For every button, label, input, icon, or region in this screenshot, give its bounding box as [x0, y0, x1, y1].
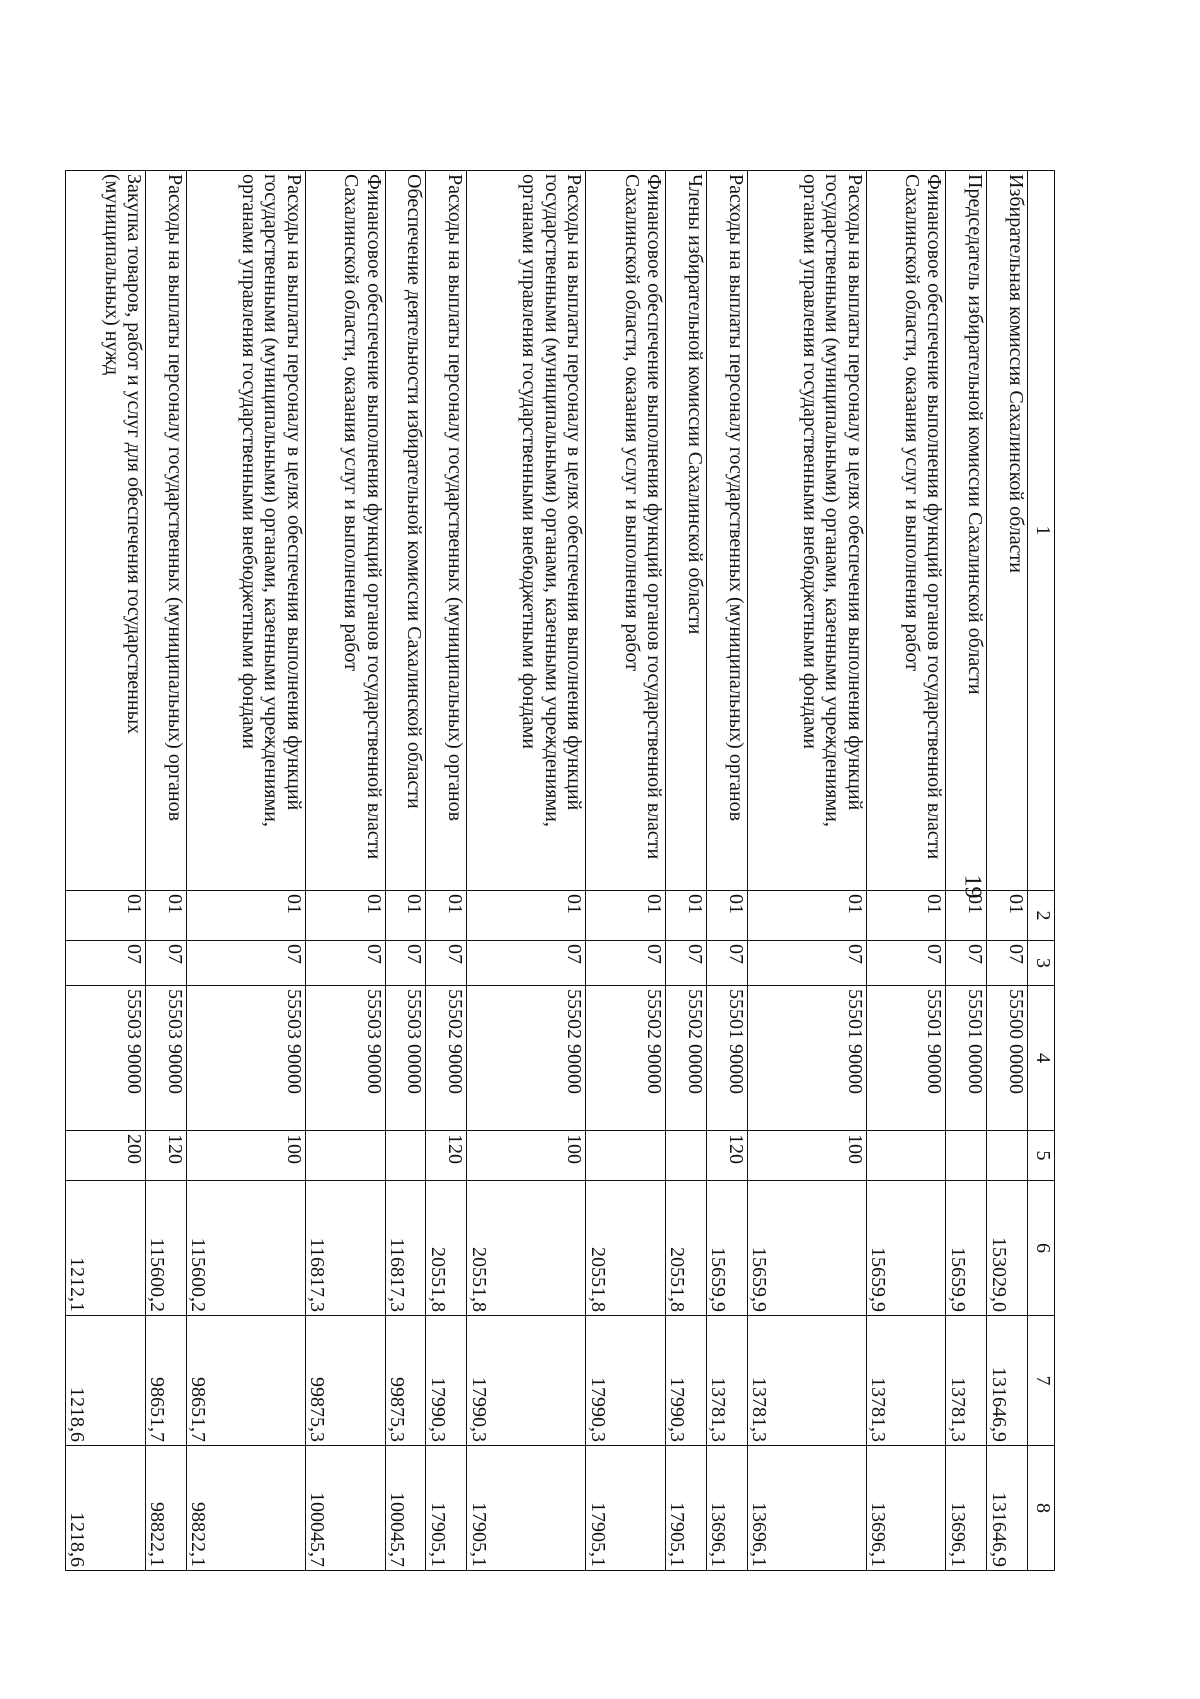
- cell-c7: 17990,3: [666, 1316, 707, 1446]
- cell-c5: [666, 1131, 707, 1181]
- cell-c7: 13781,3: [706, 1316, 747, 1446]
- cell-c3: 07: [666, 941, 707, 986]
- cell-c6: 15659,9: [706, 1181, 747, 1316]
- cell-c2: 01: [145, 891, 186, 941]
- column-header: 2: [1028, 891, 1055, 941]
- column-header: 1: [1028, 171, 1055, 891]
- table-row: [426, 171, 467, 1571]
- column-header: 4: [1028, 986, 1055, 1131]
- cell-c2: 01: [987, 891, 1028, 941]
- row-description: Финансовое обеспечение выполнения функций органов государственной власти Сахалинской области, оказания услуг и выполнения работ: [305, 171, 385, 891]
- cell-c5: 200: [66, 1131, 146, 1181]
- cell-c4: 55501 90000: [866, 986, 946, 1131]
- cell-c3: 07: [586, 941, 666, 986]
- cell-c4: 55502 90000: [467, 986, 586, 1131]
- cell-c7: 98651,7: [145, 1316, 186, 1446]
- cell-c7: 13781,3: [946, 1316, 987, 1446]
- cell-c5: [385, 1131, 426, 1181]
- cell-c3: 07: [467, 941, 586, 986]
- row-description: Расходы на выплаты персоналу государственных (муниципальных) органов: [145, 171, 186, 891]
- cell-c3: 07: [145, 941, 186, 986]
- cell-c2: 01: [426, 891, 467, 941]
- cell-c8: 17905,1: [666, 1446, 707, 1571]
- cell-c8: 98822,1: [186, 1446, 305, 1571]
- cell-c6: 115600,2: [186, 1181, 305, 1316]
- cell-c6: 20551,8: [426, 1181, 467, 1316]
- cell-c7: 13781,3: [866, 1316, 946, 1446]
- cell-c4: 55501 90000: [747, 986, 866, 1131]
- cell-c8: 100045,7: [305, 1446, 385, 1571]
- row-description: Члены избирательной комиссии Сахалинской области: [666, 171, 707, 891]
- column-header: 7: [1028, 1316, 1055, 1446]
- cell-c7: 99875,3: [305, 1316, 385, 1446]
- cell-c5: [586, 1131, 666, 1181]
- cell-c3: 07: [747, 941, 866, 986]
- cell-c8: 17905,1: [586, 1446, 666, 1571]
- cell-c8: 17905,1: [426, 1446, 467, 1571]
- column-header: 5: [1028, 1131, 1055, 1181]
- cell-c3: 07: [385, 941, 426, 986]
- cell-c6: 20551,8: [467, 1181, 586, 1316]
- table-header-row: [1028, 171, 1055, 1571]
- cell-c3: 07: [305, 941, 385, 986]
- cell-c2: 01: [305, 891, 385, 941]
- cell-c6: 15659,9: [946, 1181, 987, 1316]
- row-description: Председатель избирательной комиссии Сахалинской области: [946, 171, 987, 891]
- cell-c7: 1218,6: [66, 1316, 146, 1446]
- row-description: Избирательная комиссия Сахалинской области: [987, 171, 1028, 891]
- cell-c8: 17905,1: [467, 1446, 586, 1571]
- cell-c4: 55503 90000: [305, 986, 385, 1131]
- cell-c5: [866, 1131, 946, 1181]
- cell-c8: 100045,7: [385, 1446, 426, 1571]
- cell-c4: 55503 90000: [145, 986, 186, 1131]
- cell-c8: 1218,6: [66, 1446, 146, 1571]
- table-row: [467, 171, 586, 1571]
- cell-c2: 01: [467, 891, 586, 941]
- cell-c7: 17990,3: [467, 1316, 586, 1446]
- cell-c6: 116817,3: [305, 1181, 385, 1316]
- cell-c5: 100: [467, 1131, 586, 1181]
- row-description: Расходы на выплаты персоналу в целях обеспечения выполнения функций государственными (муниципальными) органами, казенными учреждениями, органами управления государственными внебюджетными фондами: [467, 171, 586, 891]
- cell-c5: [305, 1131, 385, 1181]
- cell-c4: 55502 00000: [666, 986, 707, 1131]
- column-header: 3: [1028, 941, 1055, 986]
- table-row: [385, 171, 426, 1571]
- cell-c8: 13696,1: [747, 1446, 866, 1571]
- cell-c4: 55503 90000: [186, 986, 305, 1131]
- cell-c3: 07: [66, 941, 146, 986]
- page-number: 19: [959, 874, 986, 899]
- table-row: [946, 171, 987, 1571]
- table-row: [987, 171, 1028, 1571]
- table-row: [186, 171, 305, 1571]
- cell-c3: 07: [866, 941, 946, 986]
- cell-c2: 01: [186, 891, 305, 941]
- cell-c4: 55503 00000: [385, 986, 426, 1131]
- table-row: [866, 171, 946, 1571]
- cell-c5: 120: [145, 1131, 186, 1181]
- cell-c5: 100: [747, 1131, 866, 1181]
- cell-c7: 99875,3: [385, 1316, 426, 1446]
- table-body: [66, 171, 1028, 1571]
- budget-table: [65, 170, 1055, 1571]
- cell-c8: 13696,1: [946, 1446, 987, 1571]
- row-description: Закупка товаров, работ и услуг для обеспечения государственных (муниципальных) нужд: [66, 171, 146, 891]
- cell-c2: 01: [66, 891, 146, 941]
- cell-c8: 13696,1: [866, 1446, 946, 1571]
- cell-c6: 15659,9: [747, 1181, 866, 1316]
- cell-c2: 01: [747, 891, 866, 941]
- row-description: Расходы на выплаты персоналу в целях обеспечения выполнения функций государственными (муниципальными) органами, казенными учреждениями, органами управления государственными внебюджетными фондами: [186, 171, 305, 891]
- cell-c8: 131646,9: [987, 1446, 1028, 1571]
- table-row: [586, 171, 666, 1571]
- cell-c5: 120: [426, 1131, 467, 1181]
- cell-c3: 07: [987, 941, 1028, 986]
- cell-c7: 13781,3: [747, 1316, 866, 1446]
- row-description: Расходы на выплаты персоналу в целях обеспечения выполнения функций государственными (муниципальными) органами, казенными учреждениями, органами управления государственными внебюджетными фондами: [747, 171, 866, 891]
- cell-c3: 07: [946, 941, 987, 986]
- table-row: [145, 171, 186, 1571]
- row-description: Расходы на выплаты персоналу государственных (муниципальных) органов: [706, 171, 747, 891]
- table-row: [747, 171, 866, 1571]
- cell-c6: 116817,3: [385, 1181, 426, 1316]
- cell-c4: 55501 90000: [706, 986, 747, 1131]
- column-header: 6: [1028, 1181, 1055, 1316]
- cell-c2: 01: [385, 891, 426, 941]
- cell-c4: 55502 90000: [426, 986, 467, 1131]
- cell-c6: 15659,9: [866, 1181, 946, 1316]
- table-row: [666, 171, 707, 1571]
- cell-c4: 55503 90000: [66, 986, 146, 1131]
- cell-c7: 98651,7: [186, 1316, 305, 1446]
- cell-c2: 01: [666, 891, 707, 941]
- row-description: Финансовое обеспечение выполнения функций органов государственной власти Сахалинской области, оказания услуг и выполнения работ: [586, 171, 666, 891]
- row-description: Расходы на выплаты персоналу государственных (муниципальных) органов: [426, 171, 467, 891]
- cell-c7: 17990,3: [586, 1316, 666, 1446]
- table-row: [66, 171, 146, 1571]
- cell-c5: [946, 1131, 987, 1181]
- cell-c7: 17990,3: [426, 1316, 467, 1446]
- cell-c5: 120: [706, 1131, 747, 1181]
- table-row: [706, 171, 747, 1571]
- cell-c2: 01: [706, 891, 747, 941]
- cell-c3: 07: [426, 941, 467, 986]
- row-description: Финансовое обеспечение выполнения функций органов государственной власти Сахалинской области, оказания услуг и выполнения работ: [866, 171, 946, 891]
- cell-c8: 13696,1: [706, 1446, 747, 1571]
- row-description: Обеспечение деятельности избирательной комиссии Сахалинской области: [385, 171, 426, 891]
- table-row: [305, 171, 385, 1571]
- column-header: 8: [1028, 1446, 1055, 1571]
- cell-c3: 07: [186, 941, 305, 986]
- cell-c6: 20551,8: [666, 1181, 707, 1316]
- cell-c6: 115600,2: [145, 1181, 186, 1316]
- cell-c6: 1212,1: [66, 1181, 146, 1316]
- rotated-table-container: [65, 170, 1055, 1570]
- cell-c6: 153029,0: [987, 1181, 1028, 1316]
- cell-c8: 98822,1: [145, 1446, 186, 1571]
- cell-c2: 01: [586, 891, 666, 941]
- cell-c4: 55500 00000: [987, 986, 1028, 1131]
- cell-c5: 100: [186, 1131, 305, 1181]
- cell-c6: 20551,8: [586, 1181, 666, 1316]
- cell-c7: 131646,9: [987, 1316, 1028, 1446]
- cell-c2: 01: [946, 891, 987, 941]
- cell-c4: 55502 90000: [586, 986, 666, 1131]
- cell-c2: 01: [866, 891, 946, 941]
- cell-c4: 55501 00000: [946, 986, 987, 1131]
- cell-c3: 07: [706, 941, 747, 986]
- cell-c5: [987, 1131, 1028, 1181]
